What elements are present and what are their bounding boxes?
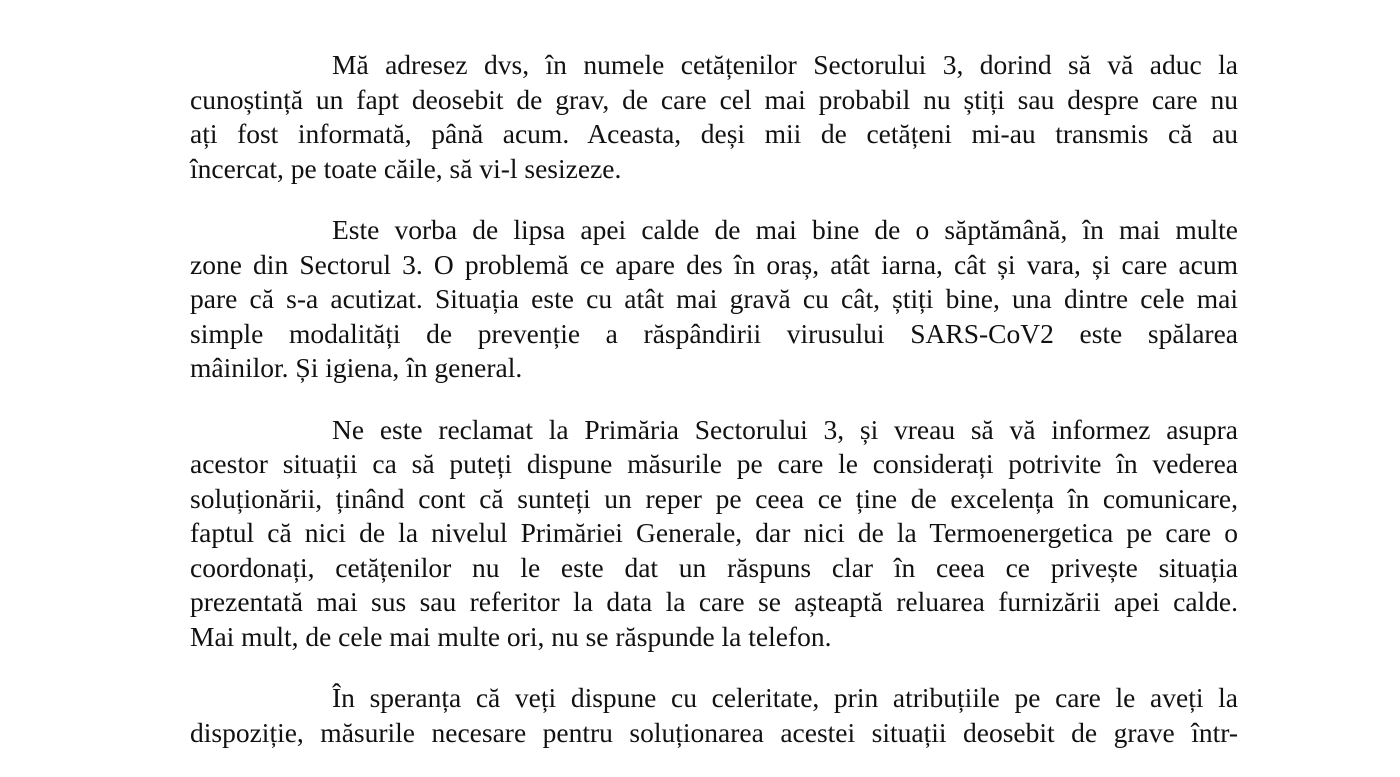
text-line: mâinilor. Și igiena, în general. bbox=[190, 352, 523, 383]
text-line: zone din Sectorul 3. O problemă ce apare des în oraș, atât iarna, cât și vara, și care acum bbox=[190, 248, 1238, 280]
paragraph-4 bbox=[190, 681, 1238, 750]
text-line: Mă adresez dvs, în numele cetățenilor Sectorului 3, dorind să vă aduc la bbox=[332, 49, 1238, 80]
text-line: Ne este reclamat la Primăria Sectorului 3, și vreau să vă informez asupra bbox=[332, 413, 1238, 445]
text-line: În speranța că veți dispune cu celeritate, prin atribuțiile pe care le aveți la bbox=[332, 682, 1238, 713]
paragraph-1 bbox=[190, 48, 1238, 186]
paragraph-2 bbox=[190, 213, 1238, 386]
text-line: ați fost informată, până acum. Aceasta, deși mii de cetățeni mi-au transmis că au bbox=[190, 118, 1238, 149]
letter-body bbox=[190, 48, 1238, 777]
text-line: pare că s-a acutizat. Situația este cu atât mai gravă cu cât, știți bine, una dintre cele mai bbox=[190, 283, 1238, 314]
text-line: faptul că nici de la nivelul Primăriei Generale, dar nici de la Termoenergetica pe care o bbox=[190, 517, 1238, 548]
text-line: simple modalități de prevenție a răspândirii virusului SARS-CoV2 este spălarea bbox=[190, 317, 1238, 349]
text-line: Este vorba de lipsa apei calde de mai bine de o săptămână, în mai multe bbox=[332, 214, 1238, 245]
text-line: cunoștință un fapt deosebit de grav, de care cel mai probabil nu știți sau despre care nu bbox=[190, 83, 1238, 115]
text-line: Mai mult, de cele mai multe ori, nu se răspunde la telefon. bbox=[190, 620, 832, 652]
text-line: acestor situații ca să puteți dispune măsurile pe care le considerați potrivite în vederea bbox=[190, 448, 1238, 479]
text-line: încercat, pe toate căile, să vi-l sesizeze. bbox=[190, 152, 622, 184]
paragraph-3 bbox=[190, 413, 1238, 655]
text-line: coordonați, cetățenilor nu le este dat un răspuns clar în ceea ce privește situația bbox=[190, 551, 1238, 583]
text-line: dispoziție, măsurile necesare pentru soluționarea acestei situații deosebit de grave într- bbox=[190, 716, 1238, 748]
text-line: soluționării, ținând cont că sunteți un reper pe ceea ce ține de excelența în comunicare, bbox=[190, 482, 1238, 514]
text-line: prezentată mai sus sau referitor la data la care se așteaptă reluarea furnizării apei calde. bbox=[190, 586, 1238, 617]
